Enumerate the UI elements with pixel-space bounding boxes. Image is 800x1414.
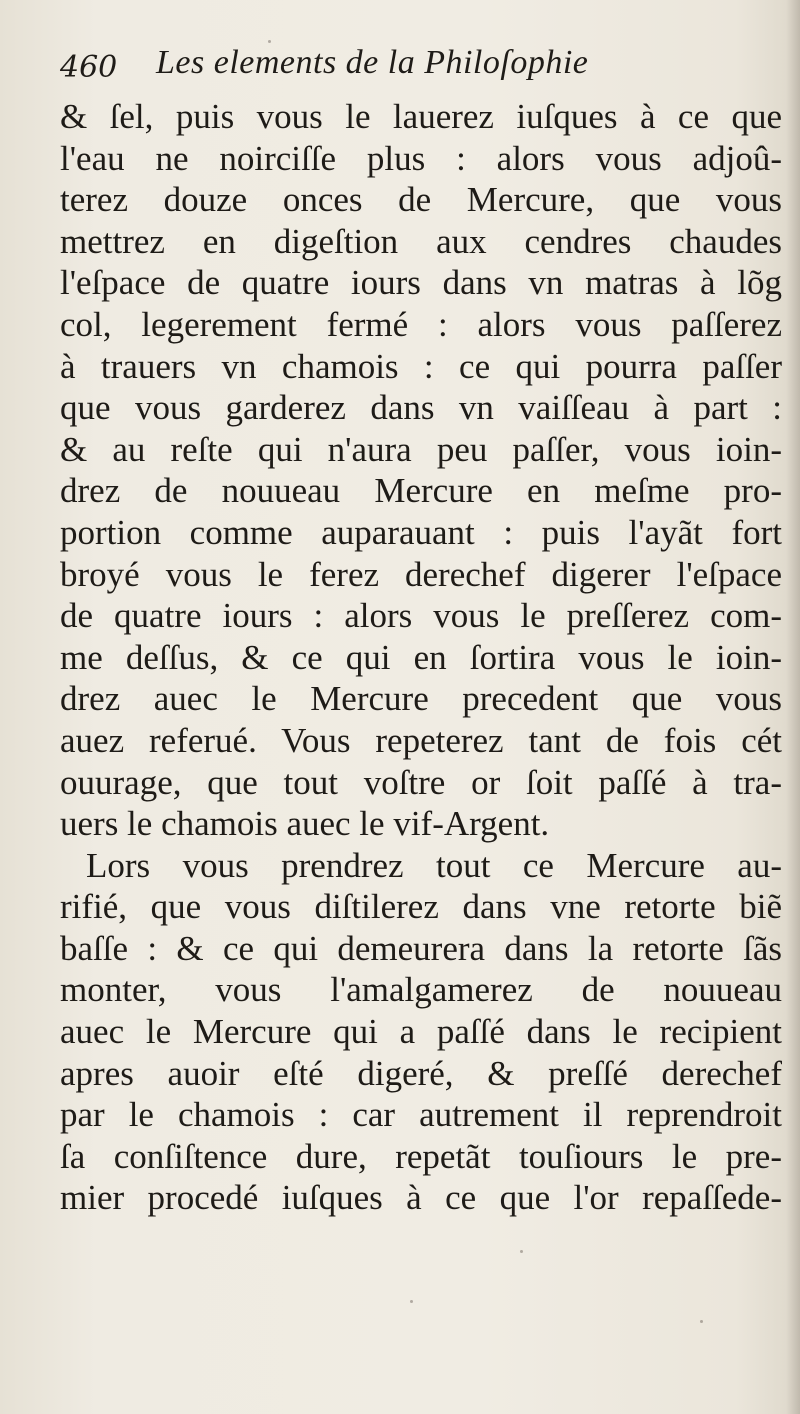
text-line: par le chamois : car autrement il reprendroit (60, 1095, 782, 1135)
text-line: Lors vous prendrez tout ce Mercure au- (86, 845, 782, 885)
text-line: baſſe : & ce qui demeurera dans la retorte ſãs (60, 928, 782, 968)
text-line: rifié, que vous diſtilerez dans vne retorte biẽ (60, 887, 782, 927)
text-line: de quatre iours : alors vous le preſſerez com- (60, 596, 782, 636)
text-line: apres auoir eſté digeré, & preſſé derechef (60, 1053, 782, 1093)
paper-speck (700, 1320, 703, 1323)
text-line: ſa conſiſtence dure, repetãt touſiours le pre- (60, 1136, 782, 1176)
text-line: ouurage, que tout voſtre or ſoit paſſé à tra- (60, 762, 782, 802)
text-line: mier procedé iuſques à ce que l'or repaſſede- (60, 1178, 782, 1218)
text-line: monter, vous l'amalgamerez de nouueau (60, 970, 782, 1010)
page-edge-shadow (786, 0, 800, 1414)
text-line: à trauers vn chamois : ce qui pourra paſſer (60, 346, 782, 386)
running-title: Les elements de la Philoſophie (156, 44, 589, 81)
text-line: uers le chamois auec le vif-Argent. (60, 804, 550, 844)
text-line: mettrez en digeſtion aux cendres chaudes (60, 221, 782, 261)
text-line: & ſel, puis vous le lauerez iuſques à ce que (60, 97, 782, 136)
paper-speck (268, 40, 271, 43)
body-text (60, 96, 782, 1219)
text-line: drez auec le Mercure precedent que vous (60, 679, 782, 719)
paper-speck (410, 1300, 413, 1303)
text-line: portion comme auparauant : puis l'ayãt fort (60, 512, 782, 552)
text-line: auez referué. Vous repeterez tant de fois cét (60, 720, 782, 760)
text-line: & au reſte qui n'aura peu paſſer, vous ioin- (60, 429, 782, 469)
page-number: 460 (60, 50, 118, 85)
text-line: broyé vous le ferez derechef digerer l'eſpace (60, 554, 782, 594)
text-line: terez douze onces de Mercure, que vous (60, 180, 782, 220)
text-line: que vous garderez dans vn vaiſſeau à part : (60, 388, 782, 428)
paper-speck (520, 1250, 523, 1253)
text-line: l'eſpace de quatre iours dans vn matras à lõg (60, 263, 782, 303)
page-header (60, 44, 780, 96)
text-line: l'eau ne noirciſſe plus : alors vous adjoû- (60, 138, 782, 178)
text-line: col, legerement fermé : alors vous paſſerez (60, 304, 782, 344)
text-line: drez de nouueau Mercure en meſme pro- (60, 471, 782, 511)
text-line: auec le Mercure qui a paſſé dans le recipient (60, 1012, 782, 1052)
text-line: me deſſus, & ce qui en ſortira vous le ioin- (60, 637, 782, 677)
